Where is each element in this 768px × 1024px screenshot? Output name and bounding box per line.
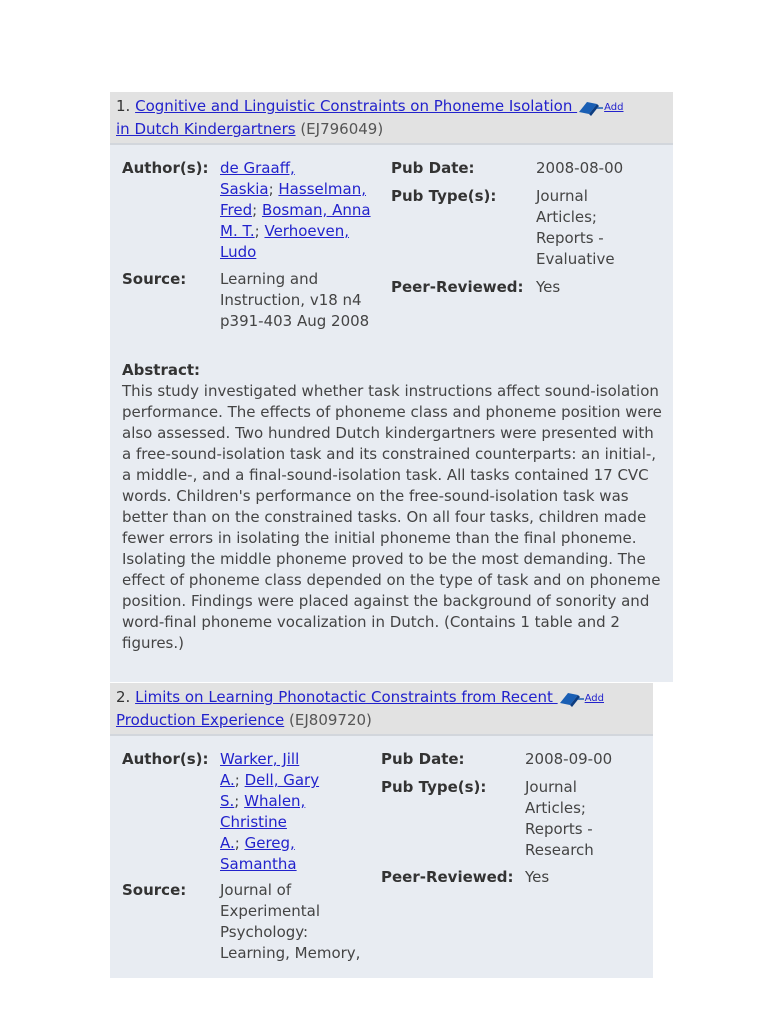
author-link[interactable]: Hasselman, [278,180,366,198]
authors-list: Warker, Jill A.; Dell, Gary S.; Whalen, Christine A.; Gereg, Samantha [220,750,320,873]
pub-type-label: Pub Type(s): [391,187,497,205]
search-result-1 [110,92,673,682]
author-link[interactable]: Gereg, [244,834,295,852]
result-number: 1. [116,97,131,115]
author-link[interactable]: Bosman, Anna [261,201,371,219]
author-link[interactable]: Samantha [220,855,297,873]
source-value: Journal of Experimental Psychology: Learning, Memory, [220,881,361,962]
peer-reviewed-value: Yes [525,868,550,886]
author-link[interactable]: A. [220,771,235,789]
author-link[interactable]: S. [220,792,235,810]
author-link[interactable]: Christine [220,813,287,831]
author-link[interactable]: Verhoeven, [264,222,349,240]
peer-reviewed-label: Peer-Reviewed: [391,278,524,296]
result-title-link-line2[interactable]: Production Experience [116,711,285,729]
pub-type-label: Pub Type(s): [381,778,487,796]
book-icon [558,691,584,707]
record-id: (EJ809720) [289,711,372,729]
authors-label: Author(s): [122,750,209,768]
author-link[interactable]: A. [220,834,235,852]
peer-reviewed-label: Peer-Reviewed: [381,868,514,886]
author-link[interactable]: Warker, Jill [220,750,300,768]
author-link[interactable]: Ludo [220,243,257,261]
result-header [110,92,673,145]
source-label: Source: [122,270,187,288]
author-link[interactable]: Whalen, [244,792,306,810]
result-title-link[interactable]: Cognitive and Linguistic Constraints on Phoneme Isolation [135,97,578,115]
pub-date-label: Pub Date: [381,750,465,768]
pub-date-value: 2008-08-00 [536,159,624,177]
result-title-link[interactable]: Limits on Learning Phonotactic Constraints from Recent [135,688,558,706]
result-header [110,683,653,736]
author-link[interactable]: Fred [220,201,253,219]
add-to-clipboard[interactable] [558,687,604,710]
peer-reviewed-value: Yes [536,278,561,296]
pub-date-value: 2008-09-00 [525,750,613,768]
abstract-section [122,360,662,654]
authors-list: de Graaff, Saskia; Hasselman, Fred; Bosman, Anna M. T.; Verhoeven, Ludo [220,159,371,261]
result-number: 2. [116,688,131,706]
authors-label: Author(s): [122,159,209,177]
book-icon [577,100,603,116]
abstract-label: Abstract: [122,361,201,379]
record-id: (EJ796049) [300,120,384,138]
pub-type-value: Journal Articles; Reports - Evaluative [536,187,615,268]
source-value: Learning and Instruction, v18 n4 p391-403 Aug 2008 [220,270,370,330]
result-title-link-line2[interactable]: in Dutch Kindergartners [116,120,296,138]
pub-date-label: Pub Date: [391,159,475,177]
add-link[interactable]: Add [584,693,605,704]
pub-type-value: Journal Articles; Reports - Research [525,778,594,859]
author-link[interactable]: de Graaff, [220,159,295,177]
abstract-text: This study investigated whether task instructions affect sound-isolation performance. The effects of phoneme class and phoneme position were also assessed. Two hundred Dutch kindergartners were presented with a free-sound-isolation task and its constrained counterparts: an initial-, a middle-, and a final-sound-isolation task. All tasks contained 17 CVC words. Children's performance on the free-sound-isolation task was better than on the constrained tasks. On all four tasks, children made fewer errors in isolating the initial phoneme than the final phoneme. Isolating the middle phoneme proved to be the most demanding. The effect of phoneme class depended on the type of task and on phoneme position. Findings were placed against the background of sonority and word-final phoneme vocalization in Dutch. (Contains 1 table and 2 figures.) [122,382,662,652]
add-to-clipboard[interactable] [577,96,623,119]
author-link[interactable]: M. T. [220,222,255,240]
author-link[interactable]: Saskia [220,180,269,198]
author-link[interactable]: Dell, Gary [244,771,320,789]
add-link[interactable]: Add [604,102,624,113]
source-label: Source: [122,881,187,899]
search-result-2 [110,683,653,978]
